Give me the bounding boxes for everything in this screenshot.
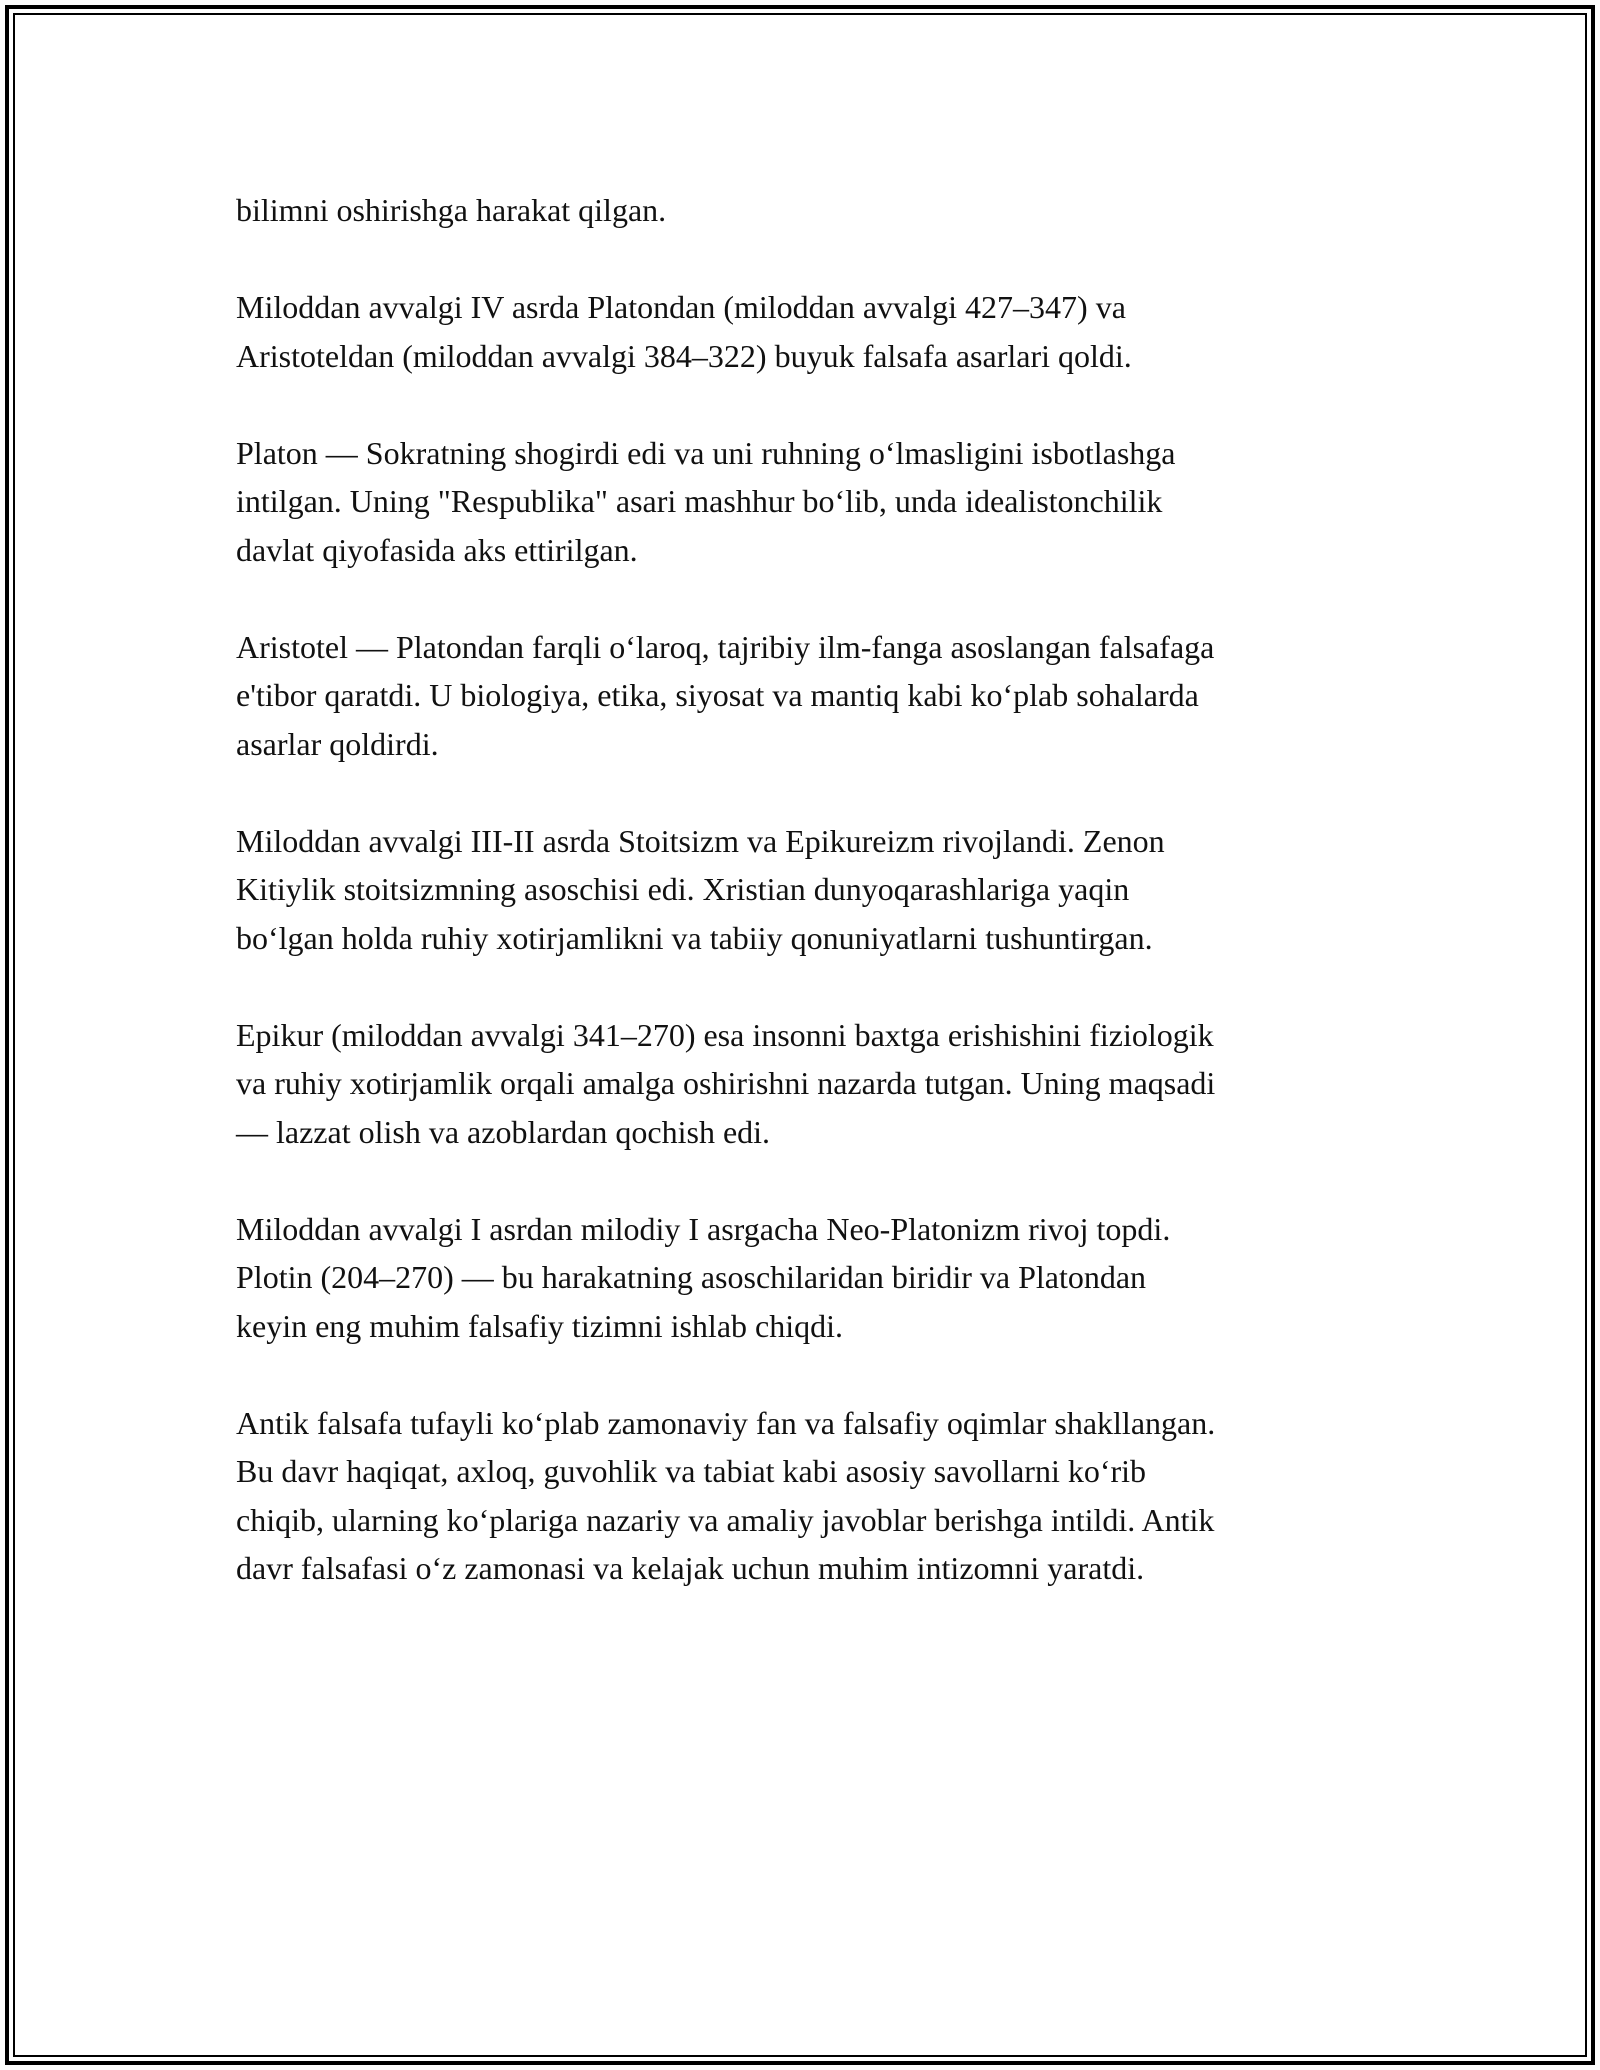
paragraph-neo-platonizm: Miloddan avvalgi I asrdan milodiy I asrgacha Neo-Platonizm rivoj topdi. Plotin (204–270) — bu harakatning asoschilaridan biridir va Platondan keyin eng muhim falsafiy tizimni ishlab chiqdi.: [236, 1210, 1171, 1344]
paragraph-aristotel: Aristotel — Platondan farqli oʻlaroq, tajribiy ilm-fanga asoslangan falsafaga e'tibor qaratdi. U biologiya, etika, siyosat va mantiq kabi koʻplab sohalarda asarlar qoldirdi.: [236, 628, 1215, 762]
paragraph-conclusion: Antik falsafa tufayli koʻplab zamonaviy fan va falsafiy oqimlar shakllangan. Bu davr haqiqat, axloq, guvohlik va tabiat kabi asosiy savollarni koʻrib chiqib, ularning koʻplariga nazariy va amaliy javoblar berishga intildi. Antik davr falsafasi oʻz zamonasi va kelajak uchun muhim intizomni yaratdi.: [236, 1404, 1216, 1586]
paragraph-continuation: bilimni oshirishga harakat qilgan.: [236, 192, 667, 228]
document-body: [236, 186, 1376, 1593]
paragraph-platon: Platon — Sokratning shogirdi edi va uni ruhning oʻlmasligini isbotlashga intilgan. Uning "Respublika" asari mashhur boʻlib, unda idealistonchilik davlat qiyofasida aks ettirilgan.: [236, 434, 1176, 568]
paragraph-stoitsizm: Miloddan avvalgi III-II asrda Stoitsizm va Epikureizm rivojlandi. Zenon Kitiylik stoitsizmning asoschisi edi. Xristian dunyoqarashlariga yaqin boʻlgan holda ruhiy xotirjamlikni va tabiiy qonuniyatlarni tushuntirgan.: [236, 822, 1165, 956]
paragraph-platon-aristotel-intro: Miloddan avvalgi IV asrda Platondan (miloddan avvalgi 427–347) va Aristoteldan (miloddan avvalgi 384–322) buyuk falsafa asarlari qoldi.: [236, 289, 1132, 374]
paragraph-epikur: Epikur (miloddan avvalgi 341–270) esa insonni baxtga erishishini fiziologik va ruhiy xotirjamlik orqali amalga oshirishni nazarda tutgan. Uning maqsadi — lazzat olish va azoblardan qochish edi.: [236, 1016, 1216, 1150]
